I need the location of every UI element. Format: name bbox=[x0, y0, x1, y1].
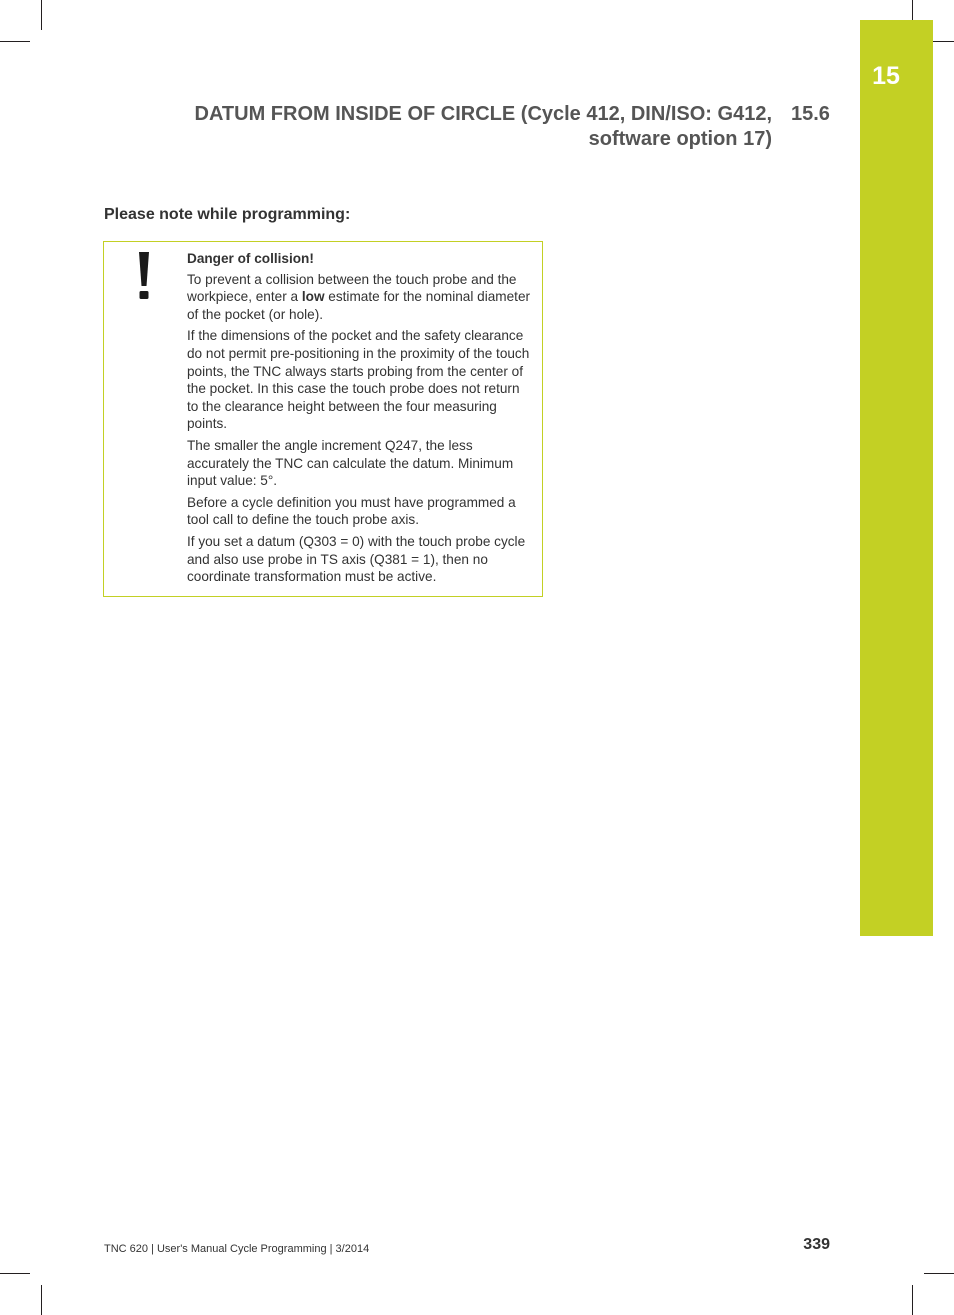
note-text-span: To prevent a collision between the touch probe and the workpiece, enter a bbox=[187, 271, 517, 305]
crop-mark bbox=[0, 1273, 30, 1274]
crop-mark bbox=[924, 1273, 954, 1274]
subheading: Please note while programming: bbox=[104, 206, 351, 223]
note-paragraph: The smaller the angle increment Q247, the less accurately the TNC can calculate the datum. Minimum input value: 5°. bbox=[187, 437, 514, 489]
page-title-line1: DATUM FROM INSIDE OF CIRCLE (Cycle 412, DIN/ISO: G412, bbox=[194, 103, 772, 125]
page-title bbox=[132, 102, 772, 152]
note-text-span: estimate for the nominal diameter of the pocket (or hole). bbox=[187, 289, 531, 322]
note-paragraph: Before a cycle definition you must have programmed a tool call to define the touch probe axis. bbox=[187, 494, 516, 528]
note-title: Danger of collision! bbox=[187, 251, 314, 266]
page-title-line2: software option 17) bbox=[588, 128, 772, 150]
crop-mark bbox=[41, 0, 42, 30]
page-number: 339 bbox=[803, 1236, 830, 1253]
exclamation-icon bbox=[134, 252, 154, 300]
note-text bbox=[187, 250, 533, 590]
crop-mark bbox=[912, 1285, 913, 1315]
footer-text: TNC 620 | User's Manual Cycle Programming | 3/2014 bbox=[104, 1243, 370, 1255]
section-number: 15.6 bbox=[791, 103, 830, 125]
chapter-number: 15 bbox=[872, 62, 900, 90]
crop-mark bbox=[0, 41, 30, 42]
note-bold-word: low bbox=[301, 289, 325, 305]
crop-mark bbox=[41, 1285, 42, 1315]
chapter-tab bbox=[860, 20, 933, 936]
note-paragraph: If you set a datum (Q303 = 0) with the touch probe cycle and also use probe in TS axis (Q381 = 1), then no coordinate transformation must be active. bbox=[187, 533, 526, 585]
warning-note bbox=[103, 241, 543, 597]
note-paragraph bbox=[187, 271, 533, 324]
note-paragraph: If the dimensions of the pocket and the safety clearance do not permit pre-positioning in the proximity of the touch points, the TNC always starts probing from the center of the pocket. In this case the touch probe does not return to the clearance height between the four measuring points. bbox=[187, 328, 530, 432]
